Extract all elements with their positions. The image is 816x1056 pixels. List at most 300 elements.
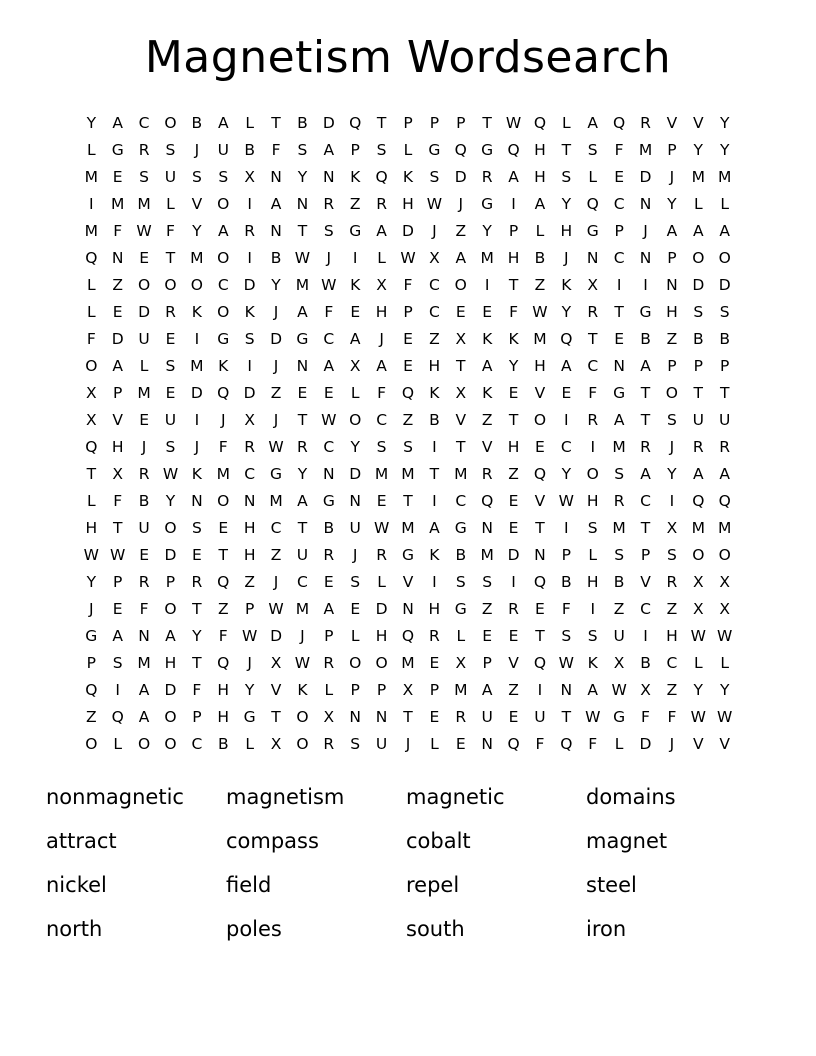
grid-cell[interactable]: N bbox=[296, 357, 309, 375]
grid-cell[interactable]: T bbox=[376, 114, 387, 132]
grid-cell[interactable]: Q bbox=[692, 492, 705, 510]
grid-cell[interactable]: O bbox=[665, 384, 678, 402]
grid-cell[interactable]: O bbox=[217, 195, 230, 213]
grid-cell[interactable]: F bbox=[535, 735, 545, 753]
grid-cell[interactable]: A bbox=[323, 357, 335, 375]
grid-cell[interactable]: J bbox=[141, 438, 147, 456]
grid-cell[interactable]: I bbox=[247, 249, 252, 267]
grid-cell[interactable]: D bbox=[402, 222, 414, 240]
grid-cell[interactable]: H bbox=[85, 519, 98, 537]
grid-cell[interactable]: M bbox=[84, 168, 98, 186]
grid-cell[interactable]: A bbox=[508, 168, 519, 186]
grid-cell[interactable]: E bbox=[191, 546, 202, 564]
grid-cell[interactable]: T bbox=[508, 411, 519, 429]
grid-cell[interactable]: O bbox=[85, 357, 98, 375]
grid-cell[interactable]: M bbox=[454, 681, 468, 699]
grid-cell[interactable]: N bbox=[270, 222, 282, 240]
grid-cell[interactable]: G bbox=[349, 222, 362, 240]
grid-cell[interactable]: A bbox=[112, 357, 123, 375]
grid-cell[interactable]: Z bbox=[217, 600, 229, 618]
grid-cell[interactable]: M bbox=[269, 492, 283, 510]
grid-cell[interactable]: Q bbox=[586, 195, 599, 213]
grid-cell[interactable]: E bbox=[429, 708, 440, 726]
grid-cell[interactable]: Q bbox=[454, 141, 467, 159]
grid-cell[interactable]: J bbox=[273, 573, 279, 591]
word-list-item[interactable]: compass bbox=[226, 829, 319, 853]
grid-cell[interactable]: R bbox=[191, 573, 203, 591]
grid-cell[interactable]: A bbox=[297, 492, 308, 510]
grid-cell[interactable]: N bbox=[243, 492, 256, 510]
word-list-item[interactable]: magnetism bbox=[226, 785, 345, 809]
grid-cell[interactable]: S bbox=[191, 519, 202, 537]
grid-cell[interactable]: A bbox=[138, 681, 150, 699]
grid-cell[interactable]: W bbox=[400, 249, 416, 267]
grid-cell[interactable]: F bbox=[113, 222, 123, 240]
grid-cell[interactable]: E bbox=[508, 492, 519, 510]
grid-cell[interactable]: X bbox=[429, 249, 440, 267]
grid-cell[interactable]: A bbox=[481, 357, 493, 375]
grid-cell[interactable]: H bbox=[164, 654, 177, 672]
grid-cell[interactable]: E bbox=[535, 600, 545, 618]
grid-cell[interactable]: X bbox=[85, 411, 97, 429]
grid-cell[interactable]: L bbox=[350, 384, 360, 402]
grid-cell[interactable]: W bbox=[558, 492, 574, 510]
grid-cell[interactable]: E bbox=[455, 303, 466, 321]
grid-cell[interactable]: O bbox=[454, 276, 467, 294]
grid-cell[interactable]: H bbox=[375, 627, 388, 645]
grid-cell[interactable]: S bbox=[587, 627, 598, 645]
grid-cell[interactable]: C bbox=[666, 654, 678, 672]
grid-cell[interactable]: X bbox=[349, 357, 361, 375]
grid-cell[interactable]: E bbox=[350, 600, 361, 618]
grid-cell[interactable]: Q bbox=[481, 492, 494, 510]
grid-cell[interactable]: C bbox=[244, 465, 256, 483]
grid-cell[interactable]: T bbox=[165, 249, 176, 267]
grid-cell[interactable]: P bbox=[693, 357, 703, 375]
word-list-item[interactable]: magnetic bbox=[406, 785, 505, 809]
grid-cell[interactable]: B bbox=[191, 114, 203, 132]
grid-cell[interactable]: O bbox=[217, 492, 230, 510]
grid-cell[interactable]: Z bbox=[429, 330, 440, 348]
grid-cell[interactable]: D bbox=[138, 303, 151, 321]
grid-cell[interactable]: D bbox=[322, 114, 335, 132]
grid-cell[interactable]: X bbox=[376, 276, 387, 294]
grid-cell[interactable]: H bbox=[586, 573, 599, 591]
grid-cell[interactable]: G bbox=[217, 330, 230, 348]
grid-cell[interactable]: W bbox=[373, 519, 390, 537]
grid-cell[interactable]: X bbox=[719, 600, 730, 618]
grid-cell[interactable]: J bbox=[669, 735, 675, 753]
grid-cell[interactable]: O bbox=[164, 600, 177, 618]
grid-cell[interactable]: W bbox=[241, 627, 258, 645]
grid-cell[interactable]: V bbox=[191, 195, 203, 213]
grid-cell[interactable]: B bbox=[719, 330, 730, 348]
grid-cell[interactable]: M bbox=[480, 546, 494, 564]
grid-cell[interactable]: Z bbox=[402, 411, 414, 429]
grid-cell[interactable]: T bbox=[561, 708, 572, 726]
grid-cell[interactable]: L bbox=[377, 573, 386, 591]
grid-cell[interactable]: T bbox=[535, 627, 545, 645]
grid-cell[interactable]: A bbox=[429, 519, 440, 537]
grid-cell[interactable]: T bbox=[640, 411, 651, 429]
grid-cell[interactable]: Z bbox=[481, 600, 493, 618]
grid-cell[interactable]: R bbox=[376, 546, 387, 564]
grid-cell[interactable]: I bbox=[432, 573, 437, 591]
grid-cell[interactable]: N bbox=[191, 492, 203, 510]
grid-cell[interactable]: I bbox=[352, 249, 358, 267]
grid-cell[interactable]: W bbox=[426, 195, 443, 213]
word-list-item[interactable]: domains bbox=[586, 785, 676, 809]
grid-cell[interactable]: E bbox=[614, 168, 625, 186]
grid-cell[interactable]: S bbox=[139, 168, 149, 186]
grid-cell[interactable]: R bbox=[481, 168, 493, 186]
grid-cell[interactable]: Q bbox=[533, 573, 547, 591]
grid-cell[interactable]: H bbox=[375, 303, 388, 321]
grid-cell[interactable]: O bbox=[217, 249, 230, 267]
grid-cell[interactable]: I bbox=[537, 681, 543, 699]
grid-cell[interactable]: F bbox=[324, 303, 334, 321]
grid-cell[interactable]: X bbox=[455, 384, 467, 402]
grid-cell[interactable]: E bbox=[376, 492, 387, 510]
grid-cell[interactable]: S bbox=[191, 168, 202, 186]
grid-cell[interactable]: H bbox=[534, 168, 546, 186]
grid-cell[interactable]: G bbox=[111, 141, 124, 159]
grid-cell[interactable]: G bbox=[481, 141, 494, 159]
grid-cell[interactable]: Z bbox=[112, 276, 123, 294]
grid-cell[interactable]: A bbox=[138, 708, 150, 726]
grid-cell[interactable]: A bbox=[719, 222, 730, 240]
grid-cell[interactable]: Z bbox=[349, 195, 361, 213]
grid-cell[interactable]: U bbox=[375, 735, 388, 753]
grid-cell[interactable]: W bbox=[717, 627, 733, 645]
grid-cell[interactable]: A bbox=[297, 303, 308, 321]
grid-cell[interactable]: O bbox=[692, 546, 705, 564]
grid-cell[interactable]: M bbox=[717, 168, 732, 186]
grid-cell[interactable]: Q bbox=[401, 384, 415, 402]
grid-cell[interactable]: O bbox=[164, 708, 177, 726]
grid-cell[interactable]: E bbox=[112, 600, 123, 618]
grid-cell[interactable]: V bbox=[692, 114, 704, 132]
grid-cell[interactable]: V bbox=[455, 411, 467, 429]
grid-cell[interactable]: M bbox=[84, 222, 98, 240]
grid-cell[interactable]: C bbox=[560, 438, 572, 456]
grid-cell[interactable]: W bbox=[558, 654, 574, 672]
grid-cell[interactable]: L bbox=[693, 195, 703, 213]
grid-cell[interactable]: K bbox=[402, 168, 414, 186]
grid-cell[interactable]: F bbox=[614, 141, 624, 159]
grid-cell[interactable]: S bbox=[112, 654, 123, 672]
grid-cell[interactable]: H bbox=[243, 519, 256, 537]
grid-cell[interactable]: I bbox=[115, 681, 120, 699]
grid-cell[interactable]: Y bbox=[693, 681, 704, 699]
grid-cell[interactable]: I bbox=[643, 276, 648, 294]
grid-cell[interactable]: Z bbox=[666, 600, 678, 618]
grid-cell[interactable]: K bbox=[350, 276, 361, 294]
grid-cell[interactable]: R bbox=[719, 438, 731, 456]
grid-cell[interactable]: X bbox=[666, 519, 678, 537]
grid-cell[interactable]: X bbox=[455, 654, 467, 672]
grid-cell[interactable]: M bbox=[137, 384, 151, 402]
grid-cell[interactable]: U bbox=[138, 330, 150, 348]
grid-cell[interactable]: O bbox=[164, 114, 177, 132]
grid-cell[interactable]: S bbox=[165, 141, 176, 159]
grid-cell[interactable]: T bbox=[271, 114, 281, 132]
grid-cell[interactable]: C bbox=[270, 519, 282, 537]
grid-cell[interactable]: T bbox=[403, 492, 413, 510]
grid-cell[interactable]: M bbox=[401, 519, 415, 537]
grid-cell[interactable]: Z bbox=[666, 330, 678, 348]
grid-cell[interactable]: H bbox=[428, 357, 441, 375]
grid-cell[interactable]: Q bbox=[85, 249, 98, 267]
grid-cell[interactable]: P bbox=[429, 114, 440, 132]
grid-cell[interactable]: Q bbox=[217, 384, 230, 402]
grid-cell[interactable]: B bbox=[640, 654, 651, 672]
grid-cell[interactable]: Z bbox=[508, 681, 519, 699]
grid-cell[interactable]: Y bbox=[192, 222, 202, 240]
grid-cell[interactable]: T bbox=[192, 654, 202, 672]
grid-cell[interactable]: W bbox=[321, 411, 337, 429]
grid-cell[interactable]: F bbox=[166, 222, 175, 240]
grid-cell[interactable]: X bbox=[587, 276, 599, 294]
grid-cell[interactable]: Z bbox=[85, 708, 97, 726]
grid-cell[interactable]: J bbox=[194, 141, 200, 159]
grid-cell[interactable]: O bbox=[375, 654, 388, 672]
grid-cell[interactable]: Y bbox=[719, 114, 730, 132]
grid-cell[interactable]: W bbox=[505, 114, 522, 132]
grid-cell[interactable]: L bbox=[720, 195, 729, 213]
grid-cell[interactable]: A bbox=[640, 357, 651, 375]
grid-cell[interactable]: T bbox=[297, 222, 308, 240]
word-list-item[interactable]: repel bbox=[406, 873, 460, 897]
grid-cell[interactable]: G bbox=[428, 141, 441, 159]
grid-cell[interactable]: B bbox=[561, 573, 572, 591]
grid-cell[interactable]: P bbox=[403, 303, 413, 321]
grid-cell[interactable]: G bbox=[270, 465, 283, 483]
grid-cell[interactable]: H bbox=[428, 600, 441, 618]
grid-cell[interactable]: S bbox=[693, 303, 704, 321]
grid-cell[interactable]: I bbox=[89, 195, 94, 213]
grid-cell[interactable]: L bbox=[535, 222, 545, 240]
grid-cell[interactable]: K bbox=[191, 303, 202, 321]
grid-cell[interactable]: W bbox=[532, 303, 548, 321]
grid-cell[interactable]: H bbox=[217, 708, 230, 726]
grid-cell[interactable]: P bbox=[244, 600, 255, 618]
grid-cell[interactable]: Y bbox=[561, 303, 572, 321]
grid-cell[interactable]: F bbox=[113, 492, 123, 510]
grid-cell[interactable]: M bbox=[111, 195, 125, 213]
grid-cell[interactable]: J bbox=[273, 303, 279, 321]
grid-cell[interactable]: E bbox=[403, 330, 413, 348]
grid-cell[interactable]: G bbox=[296, 330, 309, 348]
grid-cell[interactable]: O bbox=[586, 465, 599, 483]
grid-cell[interactable]: L bbox=[350, 627, 360, 645]
grid-cell[interactable]: O bbox=[718, 546, 731, 564]
grid-cell[interactable]: F bbox=[641, 708, 650, 726]
grid-cell[interactable]: R bbox=[640, 438, 651, 456]
grid-cell[interactable]: R bbox=[587, 411, 599, 429]
grid-cell[interactable]: L bbox=[245, 114, 254, 132]
grid-cell[interactable]: J bbox=[669, 168, 675, 186]
grid-cell[interactable]: E bbox=[482, 303, 493, 321]
grid-cell[interactable]: H bbox=[507, 249, 520, 267]
grid-cell[interactable]: X bbox=[692, 600, 704, 618]
grid-cell[interactable]: G bbox=[322, 492, 335, 510]
grid-cell[interactable]: K bbox=[297, 681, 308, 699]
grid-cell[interactable]: L bbox=[377, 249, 386, 267]
grid-cell[interactable]: D bbox=[375, 600, 388, 618]
word-list-item[interactable]: poles bbox=[226, 917, 282, 941]
grid-cell[interactable]: F bbox=[139, 600, 149, 618]
grid-cell[interactable]: S bbox=[666, 546, 677, 564]
grid-cell[interactable]: V bbox=[719, 735, 730, 753]
grid-cell[interactable]: Q bbox=[613, 114, 626, 132]
grid-cell[interactable]: T bbox=[640, 384, 651, 402]
grid-cell[interactable]: H bbox=[666, 627, 678, 645]
grid-cell[interactable]: A bbox=[112, 114, 123, 132]
grid-cell[interactable]: W bbox=[321, 276, 337, 294]
grid-cell[interactable]: C bbox=[297, 573, 308, 591]
grid-cell[interactable]: R bbox=[244, 438, 256, 456]
grid-cell[interactable]: T bbox=[482, 114, 492, 132]
grid-cell[interactable]: Y bbox=[719, 681, 730, 699]
word-list-item[interactable]: nonmagnetic bbox=[46, 785, 184, 809]
grid-cell[interactable]: C bbox=[613, 249, 625, 267]
grid-cell[interactable]: X bbox=[692, 573, 704, 591]
grid-cell[interactable]: I bbox=[194, 330, 200, 348]
grid-cell[interactable]: Y bbox=[508, 357, 519, 375]
grid-cell[interactable]: A bbox=[613, 411, 625, 429]
grid-cell[interactable]: E bbox=[112, 168, 123, 186]
grid-cell[interactable]: E bbox=[165, 330, 176, 348]
grid-cell[interactable]: M bbox=[374, 465, 389, 483]
grid-cell[interactable]: B bbox=[323, 519, 335, 537]
grid-cell[interactable]: Y bbox=[192, 627, 202, 645]
grid-cell[interactable]: P bbox=[456, 114, 466, 132]
grid-cell[interactable]: C bbox=[613, 195, 625, 213]
grid-cell[interactable]: L bbox=[693, 654, 703, 672]
grid-cell[interactable]: N bbox=[586, 249, 599, 267]
grid-cell[interactable]: C bbox=[640, 492, 651, 510]
grid-cell[interactable]: I bbox=[194, 411, 200, 429]
grid-cell[interactable]: R bbox=[481, 465, 493, 483]
grid-cell[interactable]: A bbox=[587, 681, 599, 699]
grid-cell[interactable]: I bbox=[511, 195, 516, 213]
grid-cell[interactable]: A bbox=[165, 627, 176, 645]
grid-cell[interactable]: E bbox=[350, 303, 361, 321]
grid-cell[interactable]: I bbox=[590, 438, 596, 456]
grid-cell[interactable]: H bbox=[666, 303, 678, 321]
grid-cell[interactable]: M bbox=[638, 141, 653, 159]
grid-cell[interactable]: T bbox=[297, 519, 308, 537]
grid-cell[interactable]: F bbox=[588, 735, 598, 753]
grid-cell[interactable]: X bbox=[323, 708, 335, 726]
grid-cell[interactable]: C bbox=[217, 276, 229, 294]
grid-cell[interactable]: S bbox=[376, 438, 387, 456]
grid-cell[interactable]: T bbox=[86, 465, 97, 483]
grid-cell[interactable]: Z bbox=[534, 276, 546, 294]
grid-cell[interactable]: C bbox=[428, 276, 440, 294]
grid-cell[interactable]: Y bbox=[719, 141, 730, 159]
grid-cell[interactable]: V bbox=[666, 114, 678, 132]
grid-cell[interactable]: D bbox=[692, 276, 705, 294]
grid-cell[interactable]: A bbox=[376, 222, 387, 240]
grid-cell[interactable]: L bbox=[86, 141, 96, 159]
grid-cell[interactable]: P bbox=[165, 573, 176, 591]
grid-cell[interactable]: Q bbox=[533, 654, 547, 672]
grid-cell[interactable]: O bbox=[164, 735, 177, 753]
grid-cell[interactable]: E bbox=[139, 546, 149, 564]
grid-cell[interactable]: Y bbox=[561, 195, 572, 213]
grid-cell[interactable]: S bbox=[614, 546, 625, 564]
grid-cell[interactable]: K bbox=[482, 384, 493, 402]
grid-cell[interactable]: Z bbox=[244, 573, 255, 591]
grid-cell[interactable]: R bbox=[587, 303, 599, 321]
grid-cell[interactable]: P bbox=[667, 141, 677, 159]
grid-cell[interactable]: D bbox=[190, 384, 203, 402]
word-list-item[interactable]: magnet bbox=[586, 829, 668, 853]
grid-cell[interactable]: A bbox=[481, 681, 493, 699]
grid-cell[interactable]: S bbox=[587, 141, 598, 159]
grid-cell[interactable]: N bbox=[296, 195, 309, 213]
grid-cell[interactable]: H bbox=[402, 195, 414, 213]
grid-cell[interactable]: Q bbox=[533, 114, 547, 132]
grid-cell[interactable]: W bbox=[110, 546, 126, 564]
grid-cell[interactable]: T bbox=[403, 708, 413, 726]
grid-cell[interactable]: Z bbox=[666, 681, 678, 699]
grid-cell[interactable]: P bbox=[508, 222, 519, 240]
grid-cell[interactable]: M bbox=[691, 519, 705, 537]
grid-cell[interactable]: M bbox=[401, 465, 415, 483]
grid-cell[interactable]: Y bbox=[86, 114, 97, 132]
grid-cell[interactable]: P bbox=[350, 681, 360, 699]
grid-cell[interactable]: Y bbox=[244, 681, 255, 699]
grid-cell[interactable]: Q bbox=[560, 735, 573, 753]
grid-cell[interactable]: K bbox=[191, 465, 202, 483]
grid-cell[interactable]: B bbox=[429, 411, 440, 429]
grid-cell[interactable]: F bbox=[561, 600, 571, 618]
grid-cell[interactable]: R bbox=[455, 708, 467, 726]
grid-cell[interactable]: H bbox=[534, 357, 546, 375]
grid-cell[interactable]: O bbox=[190, 276, 203, 294]
grid-cell[interactable]: P bbox=[561, 546, 572, 564]
grid-cell[interactable]: B bbox=[244, 141, 255, 159]
grid-cell[interactable]: A bbox=[666, 222, 678, 240]
grid-cell[interactable]: T bbox=[693, 384, 704, 402]
grid-cell[interactable]: U bbox=[164, 168, 177, 186]
grid-cell[interactable]: Y bbox=[667, 195, 677, 213]
grid-cell[interactable]: X bbox=[244, 411, 255, 429]
grid-cell[interactable]: W bbox=[83, 546, 99, 564]
grid-cell[interactable]: Y bbox=[165, 492, 176, 510]
grid-cell[interactable]: I bbox=[247, 357, 252, 375]
grid-cell[interactable]: D bbox=[639, 168, 652, 186]
grid-cell[interactable]: R bbox=[297, 438, 308, 456]
word-list-item[interactable]: attract bbox=[46, 829, 117, 853]
grid-cell[interactable]: W bbox=[717, 708, 733, 726]
grid-cell[interactable]: P bbox=[376, 681, 387, 699]
grid-cell[interactable]: L bbox=[113, 735, 123, 753]
grid-cell[interactable]: T bbox=[429, 465, 440, 483]
grid-cell[interactable]: M bbox=[295, 276, 310, 294]
grid-cell[interactable]: D bbox=[270, 627, 282, 645]
grid-cell[interactable]: S bbox=[350, 735, 361, 753]
grid-cell[interactable]: S bbox=[561, 168, 572, 186]
grid-cell[interactable]: M bbox=[190, 249, 204, 267]
grid-cell[interactable]: P bbox=[113, 573, 123, 591]
grid-cell[interactable]: H bbox=[243, 546, 256, 564]
grid-cell[interactable]: B bbox=[640, 330, 651, 348]
grid-cell[interactable]: S bbox=[244, 330, 255, 348]
